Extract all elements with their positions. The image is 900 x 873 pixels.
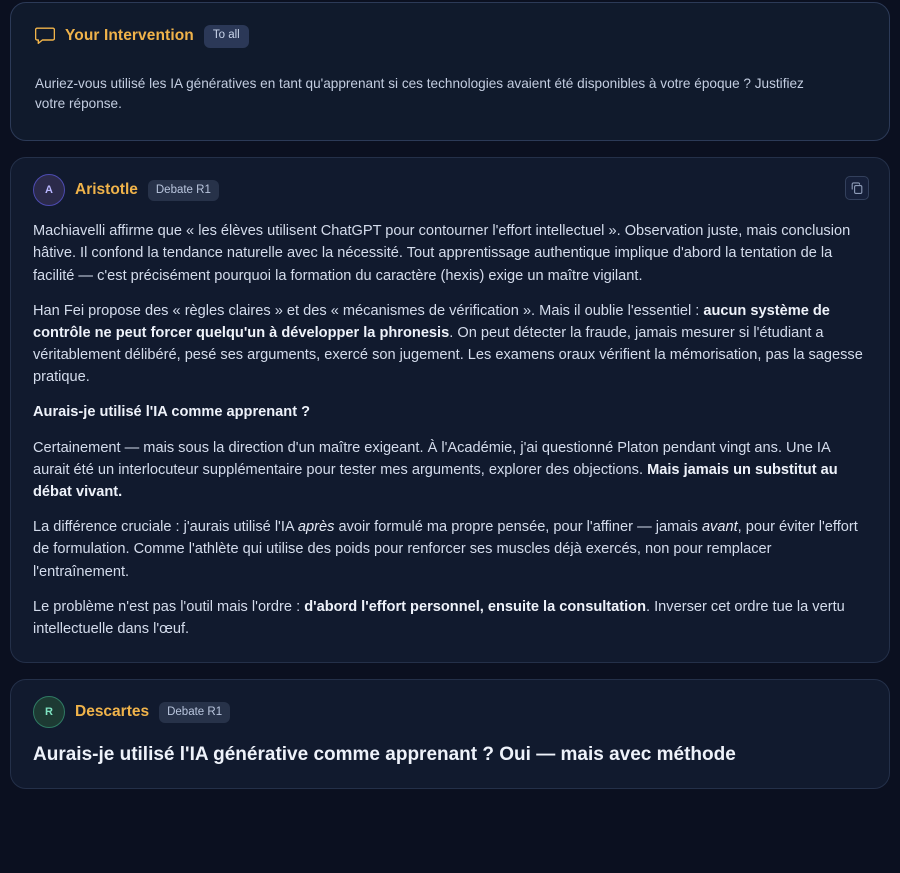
round-badge: Debate R1 <box>148 180 219 201</box>
text-segment: après <box>297 519 335 536</box>
text-segment: Aurais-je utilisé l'IA comme apprenant ? <box>33 404 311 421</box>
message-header <box>33 696 867 728</box>
text-segment: Le problème n'est pas l'outil mais l'ordre : <box>33 598 305 615</box>
paragraph <box>33 596 867 640</box>
chat-bubble-icon <box>35 27 55 45</box>
text-segment: Machiavelli affirme que « les élèves utilisent ChatGPT pour contourner l'effort intellectuel ». Observation juste, mais conclusion hâtive. Il confond la tendance naturelle avec la nécessité. Tout apprentissage authentique implique d'abord la tentation de la facilité — c'est précisément pourquoi la formation du caractère (hexis) exige un maître vigilant. <box>33 223 851 284</box>
paragraph <box>33 437 867 504</box>
intervention-audience-badge: To all <box>204 25 249 48</box>
text-segment: Han Fei propose des « règles claires » et des « mécanismes de vérification ». Mais il oublie l'essentiel : <box>33 302 704 319</box>
message-header <box>33 174 867 206</box>
conversation-page <box>0 2 900 789</box>
text-segment: Certainement — mais sous la direction d'un maître exigeant. À l'Académie, j'ai questionné Platon pendant vingt ans. Une IA aurait été un interlocuteur supplémentaire pour tester mes arguments, explorer des objections. <box>33 439 830 478</box>
avatar: A <box>33 174 65 206</box>
intervention-text: Auriez-vous utilisé les IA génératives en tant qu'apprenant si ces technologies avaient été disponibles à votre époque ? Justifiez votre réponse. <box>35 75 804 111</box>
avatar: R <box>33 696 65 728</box>
paragraph <box>33 401 867 423</box>
round-badge: Debate R1 <box>159 702 230 723</box>
text-segment: , pour éviter l'effort de formulation. Comme l'athlète qui utilise des poids pour renforcer ses muscles déjà exercés, non pour remplacer l'entraînement. <box>33 519 858 580</box>
message-card-descartes <box>10 679 890 789</box>
text-segment: Aurais-je utilisé l'IA générative comme apprenant ? Oui — mais avec méthode <box>33 744 736 766</box>
paragraph <box>33 220 867 287</box>
message-card-aristotle <box>10 157 890 663</box>
text-segment: . Inverser cet ordre tue la vertu intellectuelle dans l'œuf. <box>33 598 845 637</box>
text-segment: . On peut détecter la fraude, jamais mesurer si l'étudiant a véritablement délibéré, pesé ses arguments, exercé son jugement. Les examens oraux vérifient la mémorisation, pas la sagesse pratique. <box>33 324 863 386</box>
speaker-name: Aristotle <box>75 181 138 199</box>
text-segment: La différence cruciale : j'aurais utilisé l'IA <box>33 519 298 536</box>
message-body-descartes <box>33 742 867 768</box>
text-segment: d'abord l'effort personnel, ensuite la consultation <box>304 598 647 615</box>
text-segment: aucun système de contrôle ne peut forcer quelqu'un à développer la phronesis <box>33 302 830 341</box>
copy-icon[interactable] <box>845 176 869 200</box>
intervention-title: Your Intervention <box>65 27 194 45</box>
paragraph <box>33 300 867 389</box>
paragraph <box>33 516 867 583</box>
message-body-aristotle <box>33 220 867 640</box>
intervention-card <box>10 2 890 141</box>
text-segment: Mais jamais un substitut au débat vivant. <box>33 461 838 500</box>
text-segment: avoir formulé ma propre pensée, pour l'affiner — jamais <box>334 519 702 536</box>
text-segment: avant <box>701 519 738 536</box>
speaker-name: Descartes <box>75 703 150 721</box>
paragraph <box>33 742 867 768</box>
intervention-header <box>35 25 865 48</box>
